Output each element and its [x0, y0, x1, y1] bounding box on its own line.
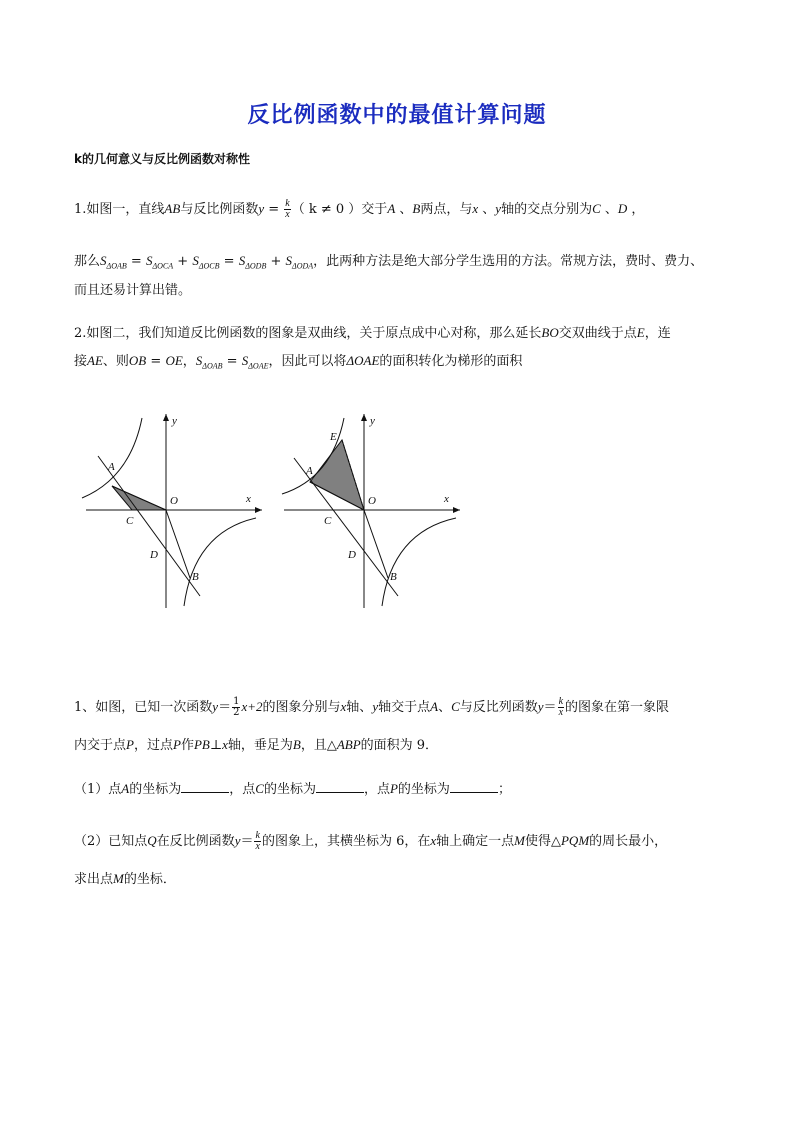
label-x: x — [444, 493, 449, 505]
y-axis-arrow — [361, 414, 367, 421]
label-o: O — [170, 495, 178, 507]
y-axis-arrow — [163, 414, 169, 421]
label-b: B — [192, 571, 199, 583]
intro-item-2-line-2: 接AE、则OB = OE，$S_{\Delta OAB} = S_{\Delta OAE}$，因此可以将ΔOAE的面积转化为梯形的面积 — [74, 353, 523, 371]
shaded-triangle-oae — [310, 440, 364, 510]
hyperbola-branch-lower — [382, 518, 456, 606]
x-axis-arrow — [255, 507, 262, 513]
page-title: 反比例函数中的最值计算问题 — [247, 103, 547, 128]
problem-1-line-2: 内交于点P，过点P作PB⊥x轴，垂足为B，且△ABP的面积为 9． — [74, 737, 439, 753]
label-y: y — [172, 415, 177, 427]
label-x: x — [246, 493, 251, 505]
problem-1-question-1: （1）点A的坐标为 ，点C的坐标为 ，点P的坐标为 ； — [74, 781, 511, 797]
fraction-k-over-x: $\frac{k}{x}$ — [558, 696, 564, 718]
figure-one — [80, 408, 270, 613]
line-ab — [98, 456, 200, 596]
intro-item-1: 1.如图一，直线AB与反比例函数y = $\frac{k}{x}$ （ k ≠ 0 ）交于A 、B两点，与x 、y轴的交点分别为C 、D ， — [74, 198, 645, 220]
segment-ob — [166, 510, 190, 578]
answer-blank-c[interactable] — [316, 780, 364, 793]
hyperbola-branch-lower — [184, 518, 256, 606]
problem-1-line-1: 1、如图，已知一次函数y＝ $\frac{1}{2}$ x+2的图象分别与x轴、y轴交于点A、C与反比列函数y＝ $\frac{k}{x}$ 的图象在第一象限 — [74, 696, 670, 718]
label-a: A — [108, 461, 115, 473]
label-e: E — [330, 431, 337, 443]
label-c: C — [324, 515, 332, 527]
label-a: A — [306, 465, 313, 477]
intro-item-1-line-3: 而且还易计算出错。 — [74, 283, 192, 298]
segment-ob — [364, 510, 388, 578]
label-d: D — [150, 549, 158, 561]
label-c: C — [126, 515, 134, 527]
answer-blank-p[interactable] — [450, 780, 498, 793]
intro-item-2: 2.如图二，我们知道反比例函数的图象是双曲线，关于原点成中心对称，那么延长BO交双曲线于点E，连 — [74, 325, 671, 341]
intro-item-1-line-2: 那么$S_{\Delta OAB} = S_{\Delta OCA} + S_{\Delta OCB} = S_{\Delta ODB} + S_{\Delta ODA}$，此两种方法是绝大部分学生选用的方法。常规方法，费时、费力、 — [74, 253, 704, 271]
fraction-k-over-x: $\frac{k}{x}$ — [285, 198, 290, 220]
figure-two — [280, 408, 470, 613]
label-o: O — [368, 495, 376, 507]
label-b: B — [390, 571, 397, 583]
x-axis-arrow — [453, 507, 460, 513]
problem-1-question-2: （2）已知点Q在反比例函数y＝ $\frac{k}{x}$ 的图象上，其横坐标为 6，在x轴上确定一点M使得△PQM的周长最小， — [74, 830, 668, 852]
fraction-one-half: $\frac{1}{2}$ — [233, 696, 240, 718]
section-heading: k的几何意义与反比例函数对称性 — [74, 152, 250, 166]
problem-1-question-2-line-2: 求出点M的坐标． — [74, 871, 176, 887]
label-d: D — [348, 549, 356, 561]
fraction-k-over-x: $\frac{k}{x}$ — [255, 830, 260, 852]
answer-blank-a[interactable] — [181, 780, 229, 793]
label-y: y — [370, 415, 375, 427]
